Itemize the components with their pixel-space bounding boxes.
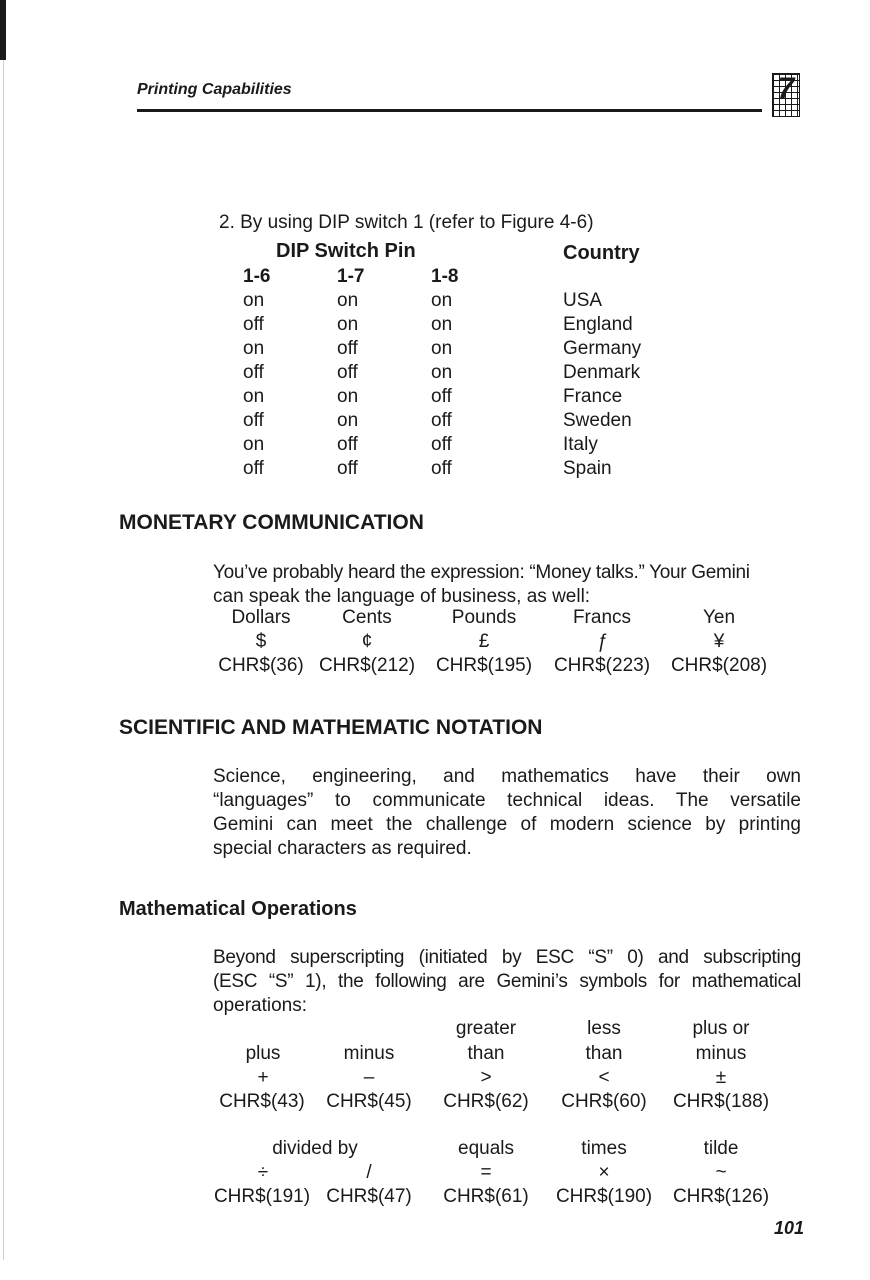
dip-intro: 2. By using DIP switch 1 (refer to Figure 4-6): [219, 212, 594, 233]
pin-state: on: [337, 314, 359, 335]
currency-code: CHR$(208): [670, 655, 768, 676]
op-label: less: [587, 1018, 621, 1039]
pin-state: off: [337, 338, 358, 359]
plus-minus-symbol: ±: [715, 1067, 727, 1088]
op-label: plus or: [692, 1018, 750, 1039]
currency-code: CHR$(36): [218, 655, 304, 676]
yen-symbol: ¥: [713, 631, 725, 652]
pin-state: off: [431, 386, 452, 407]
op-label: greater: [455, 1018, 517, 1039]
country-name: France: [563, 386, 623, 407]
pin-state: off: [431, 410, 452, 431]
pin-state: off: [243, 362, 264, 383]
op-label: divided by: [272, 1138, 358, 1159]
op-code: CHR$(47): [326, 1186, 412, 1207]
pin-state: off: [431, 458, 452, 479]
pin-state: on: [431, 290, 453, 311]
scientific-para-line: Gemini can meet the challenge of modern science by printing: [213, 814, 801, 835]
op-code: CHR$(191): [213, 1186, 311, 1207]
header-rule: [137, 109, 762, 112]
pin-state: off: [243, 314, 264, 335]
op-label: than: [467, 1043, 505, 1064]
pin-state: on: [337, 410, 359, 431]
op-code: CHR$(190): [555, 1186, 653, 1207]
op-code: CHR$(61): [443, 1186, 529, 1207]
currency-code: CHR$(223): [553, 655, 651, 676]
op-label: than: [585, 1043, 623, 1064]
op-code: CHR$(60): [561, 1091, 647, 1112]
pin-header: 1-8: [431, 266, 459, 287]
pin-state: off: [431, 434, 452, 455]
equals-symbol: =: [480, 1162, 492, 1183]
dip-group-header: DIP Switch Pin: [276, 240, 416, 262]
scientific-para-line: Science, engineering, and mathematics have their own: [213, 766, 801, 787]
op-code: CHR$(43): [219, 1091, 305, 1112]
pin-header: 1-6: [243, 266, 271, 287]
pin-state: on: [431, 362, 453, 383]
math-para-line: Beyond superscripting (initiated by ESC “S” 0) and subscripting: [213, 947, 801, 968]
pin-state: on: [243, 338, 265, 359]
pin-state: on: [337, 290, 359, 311]
country-name: Spain: [563, 458, 612, 479]
pin-state: on: [243, 290, 265, 311]
section-heading-scientific: SCIENTIFIC AND MATHEMATIC NOTATION: [119, 716, 543, 739]
page-edge-mark: [0, 0, 6, 60]
franc-symbol: ƒ: [596, 631, 608, 652]
divide-symbol: ÷: [257, 1162, 269, 1183]
op-label: minus: [695, 1043, 747, 1064]
monetary-para-line: can speak the language of business, as well:: [213, 586, 591, 607]
pin-state: on: [431, 314, 453, 335]
plus-symbol: +: [257, 1067, 269, 1088]
op-label: times: [581, 1138, 627, 1159]
pin-state: on: [243, 434, 265, 455]
currency-code: CHR$(212): [318, 655, 416, 676]
page-number: 101: [773, 1218, 804, 1238]
chapter-number: 7: [777, 72, 795, 105]
scientific-para-line: “languages” to communicate technical ideas. The versatile: [213, 790, 801, 811]
country-name: Denmark: [563, 362, 641, 383]
math-para-line: operations:: [213, 995, 308, 1016]
slash-symbol: /: [366, 1162, 372, 1183]
op-label: tilde: [703, 1138, 739, 1159]
times-symbol: ×: [598, 1162, 610, 1183]
pin-state: off: [337, 362, 358, 383]
math-para-line: (ESC “S” 1), the following are Gemini’s symbols for mathematical: [213, 971, 801, 992]
country-header: Country: [563, 242, 640, 264]
country-name: Italy: [563, 434, 598, 455]
pin-state: on: [431, 338, 453, 359]
running-header-title: Printing Capabilities: [137, 81, 292, 98]
country-name: Germany: [563, 338, 642, 359]
less-than-symbol: <: [598, 1067, 610, 1088]
pin-state: off: [243, 410, 264, 431]
op-code: CHR$(126): [672, 1186, 770, 1207]
section-heading-monetary: MONETARY COMMUNICATION: [119, 511, 424, 534]
page-edge-line: [3, 60, 4, 1260]
greater-than-symbol: >: [480, 1067, 492, 1088]
pin-state: on: [243, 386, 265, 407]
op-label: minus: [343, 1043, 395, 1064]
minus-symbol: –: [363, 1067, 375, 1088]
currency-name: Cents: [342, 607, 392, 628]
pound-symbol: £: [478, 631, 490, 652]
cent-symbol: ¢: [361, 631, 373, 652]
pin-state: on: [337, 386, 359, 407]
op-code: CHR$(45): [326, 1091, 412, 1112]
tilde-symbol: ~: [715, 1162, 727, 1183]
pin-header: 1-7: [337, 266, 365, 287]
scientific-para-line: special characters as required.: [213, 838, 472, 859]
currency-name: Francs: [572, 607, 632, 628]
pin-state: off: [243, 458, 264, 479]
pin-state: off: [337, 458, 358, 479]
subsection-heading-math: Mathematical Operations: [119, 898, 357, 920]
op-label: plus: [245, 1043, 281, 1064]
monetary-para-line: You’ve probably heard the expression: “Money talks.” Your Gemini: [213, 562, 750, 583]
country-name: USA: [563, 290, 603, 311]
dollar-symbol: $: [255, 631, 267, 652]
pin-state: off: [337, 434, 358, 455]
op-label: equals: [458, 1138, 514, 1159]
op-code: CHR$(188): [672, 1091, 770, 1112]
country-name: Sweden: [563, 410, 632, 431]
currency-name: Dollars: [231, 607, 291, 628]
currency-name: Yen: [702, 607, 736, 628]
country-name: England: [563, 314, 633, 335]
op-code: CHR$(62): [443, 1091, 529, 1112]
currency-code: CHR$(195): [435, 655, 533, 676]
currency-name: Pounds: [451, 607, 517, 628]
